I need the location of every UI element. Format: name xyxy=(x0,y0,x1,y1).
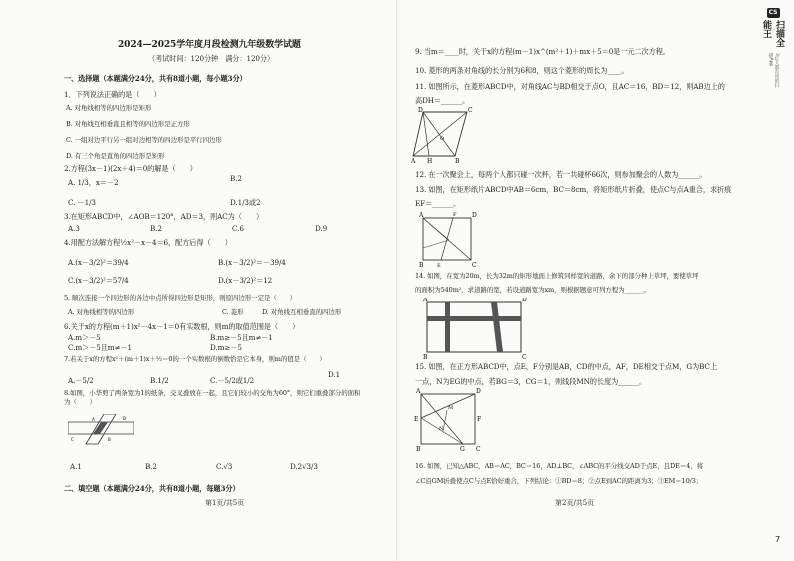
q3-option-c: C.6 xyxy=(232,224,244,233)
q13-line2: EF＝______。 xyxy=(415,199,461,208)
q1-option-d: D. 有三个角是直角的四边形是矩形 xyxy=(66,152,165,160)
q16-line2: ∠C沿GM折叠使点C与点E恰好重合，下列结论：①BD＝8；②点E到AC的距离为3；③EM＝10/3； xyxy=(415,477,703,485)
q4-stem: 4.用配方法解方程½x²－x－4＝6，配方后得（ ） xyxy=(64,238,232,247)
rhombus-label-a: A xyxy=(411,158,416,164)
q15-line2: 一点，N为EG的中点，若BG＝3，CG＝1，则线段MN的长度为______。 xyxy=(415,377,647,386)
q3-stem: 3.在矩形ABCD中，∠AOB＝120°，AD＝3，则AC为（ ） xyxy=(64,212,264,221)
figure-fold xyxy=(419,212,479,268)
scanner-badge: CS xyxy=(767,8,780,18)
road-label-a: A xyxy=(423,298,428,303)
corner-mark: 7 xyxy=(775,535,781,544)
page-number-left: 第1页/共5页 xyxy=(205,499,245,507)
fold-label-b: B xyxy=(419,262,424,268)
rhombus-label-b: B xyxy=(455,158,460,164)
exam-title: 2024—2025学年度月段检测九年级数学试题 xyxy=(118,40,301,50)
q13-line1: 13. 如图，在矩形纸片ABCD中AB＝6cm，BC＝8cm，将矩形纸片折叠，使点C与点A重合，求折痕 xyxy=(415,185,732,194)
rhombus-label-h: H xyxy=(427,158,433,164)
q8-option-d: D.2√3/3 xyxy=(290,462,318,471)
right-page xyxy=(397,0,794,561)
square-label-c: C xyxy=(476,446,481,452)
section-choice: 一、选择题（本题满分24分，共有8道小题，每小题3分） xyxy=(64,74,247,83)
section-fill: 二、填空题（本题满分24分，共有8道小题，每题3分） xyxy=(64,484,240,493)
q4-option-d: D.(x－3/2)²＝12 xyxy=(218,276,273,285)
square-label-f: F xyxy=(477,416,482,423)
q10: 10. 菱形的两条对角线的长分别为6和8，则这个菱形的周长为____。 xyxy=(415,66,629,75)
scanner-name: 扫描全能王 xyxy=(761,19,784,47)
q14-line2: 的面积为540m²，求道路的宽，若设道路宽为xm，则根据题意可列方程为______。 xyxy=(415,286,650,294)
q4-option-c: C.(x－3/2)²＝57/4 xyxy=(68,276,129,285)
q5-option-d: D. 对角线互相垂直的四边形 xyxy=(262,308,342,316)
strip-label-b: B xyxy=(108,437,111,442)
q7-option-a: A.－5/2 xyxy=(68,376,94,385)
fold-label-d: D xyxy=(472,212,477,219)
q5-stem: 5. 顺次连接一个四边形的各边中点所得四边形是矩形，则原四边形一定是（ ） xyxy=(64,294,296,302)
figure-rhombus xyxy=(411,106,477,164)
road-label-b: B xyxy=(423,354,428,360)
q6-option-d: D.m≥－5 xyxy=(210,343,242,352)
fold-label-a: A xyxy=(419,212,424,219)
q16-line1: 16. 如图，已知△ABC，AB＝AC，BC＝16，AD⊥BC，∠ABC的平分线交AD于点E，且DE＝4，将 xyxy=(415,462,703,470)
q7-stem: 7.若关于x的方程x²＋(m＋1)x＋½＝0的一个实数根的倒数恰是它本身，则m的值是（ ） xyxy=(64,355,326,363)
q2-option-a: A. 1/3，x＝－2 xyxy=(68,178,119,187)
strip-label-d: D xyxy=(123,416,127,421)
square-label-e: E xyxy=(414,416,419,423)
square-label-b: B xyxy=(416,446,421,452)
q5-option-a: A. 对角线相等的四边形 xyxy=(68,308,135,316)
fold-label-e: E xyxy=(437,263,441,268)
square-label-g: G xyxy=(460,446,465,452)
strip-label-a: A xyxy=(92,417,95,422)
q3-option-b: B.2 xyxy=(150,224,162,233)
q1-option-b: B. 对角线互相垂直且相等的四边形是正方形 xyxy=(66,120,190,128)
scanner-sub: 3亿人都在用的扫描App xyxy=(768,52,779,88)
q11-line2: 高DH＝______。 xyxy=(415,96,470,105)
q12: 12. 在一次聚会上，每两个人都只碰一次杯，若一共碰杯66次，则参加聚会的人数为______。 xyxy=(415,170,707,179)
fold-label-f: F xyxy=(453,212,457,218)
road-label-c: C xyxy=(522,354,527,360)
q8-stem: 8.如图，小华剪了两条宽为1的纸条，交叉叠放在一起，且它们较小的交角为60°，则它们重叠部分的面积为（ ） xyxy=(64,389,361,406)
q2-stem: 2.方程(3x－1)(2x＋4)＝0的解是（ ） xyxy=(64,164,197,173)
q2-option-b: B.2 xyxy=(230,174,242,183)
q2-option-c: C. －1/3 xyxy=(68,198,96,207)
q4-option-b: B.(x－3/2)²＝－39/4 xyxy=(218,258,286,267)
square-label-a: A xyxy=(416,388,421,395)
q8-option-c: C.√3 xyxy=(216,462,233,471)
q1-option-a: A. 对角线相等的四边形是矩形 xyxy=(66,104,152,112)
rhombus-label-d: D xyxy=(418,107,423,114)
q9: 9. 当m＝____时，关于x的方程(m－1)x^(m²＋1)＋mx＋5＝0是一元二次方程。 xyxy=(415,47,670,56)
fold-label-c: C xyxy=(472,262,477,268)
q6-option-b: B.m≥－5且m≠－1 xyxy=(210,333,273,342)
q5-option-c: C. 菱形 xyxy=(222,308,244,316)
q6-stem: 6.关于x的方程(m＋1)x²－4x－1＝0有实数根，则m的取值范围是（ ） xyxy=(64,322,300,331)
q2-option-d: D.1/3或2 xyxy=(230,198,261,207)
q8-option-a: A.1 xyxy=(70,462,82,471)
q7-option-d: D.1 xyxy=(328,370,341,379)
q11-line1: 11. 如图所示，在菱形ABCD中，对角线AC与BD相交于点O，且AC＝16，BD＝12，则AB边上的 xyxy=(415,82,725,91)
q3-option-d: D.9 xyxy=(315,224,328,233)
rhombus-label-c: C xyxy=(468,107,473,114)
q6-option-a: A.m＞－5 xyxy=(68,333,101,342)
scanner-watermark xyxy=(762,8,784,88)
figure-road xyxy=(423,298,529,360)
q7-option-c: C.－5/2或1/2 xyxy=(210,376,255,385)
strip-label-c: C xyxy=(71,437,74,442)
exam-meta: （考试时间：120分钟 满分：120分） xyxy=(148,54,275,63)
square-label-n: N xyxy=(439,426,444,432)
q1-option-c: C. 一组对边平行另一组对边相等的四边形是平行四边形 xyxy=(66,136,222,144)
q8-option-b: B.2 xyxy=(145,462,157,471)
square-label-m: M xyxy=(448,405,454,411)
q1-stem: 1．下列说法正确的是（ ） xyxy=(64,90,161,99)
figure-square xyxy=(413,388,489,452)
square-label-d: D xyxy=(476,388,481,395)
figure-paper-strips xyxy=(68,414,134,446)
q4-option-a: A.(x－3/2)²＝39/4 xyxy=(68,258,129,267)
q14-line1: 14. 如图，在宽为20m，长为32m的矩形地面上修筑同样宽的道路，余下的部分种上草坪，要使草坪 xyxy=(415,272,699,280)
q7-option-b: B.1/2 xyxy=(150,376,169,385)
q6-option-c: C.m＞－5且m≠－1 xyxy=(68,343,132,352)
page-number-right: 第2页/共5页 xyxy=(555,499,595,507)
rhombus-label-o: O xyxy=(440,136,445,142)
q3-option-a: A.3 xyxy=(68,224,80,233)
q15-line1: 15. 如图，在正方形ABCD中，点E，F分别是AB，CD的中点，AF，DE相交于点M，G为BC上 xyxy=(415,362,717,371)
road-label-d: D xyxy=(522,298,527,303)
